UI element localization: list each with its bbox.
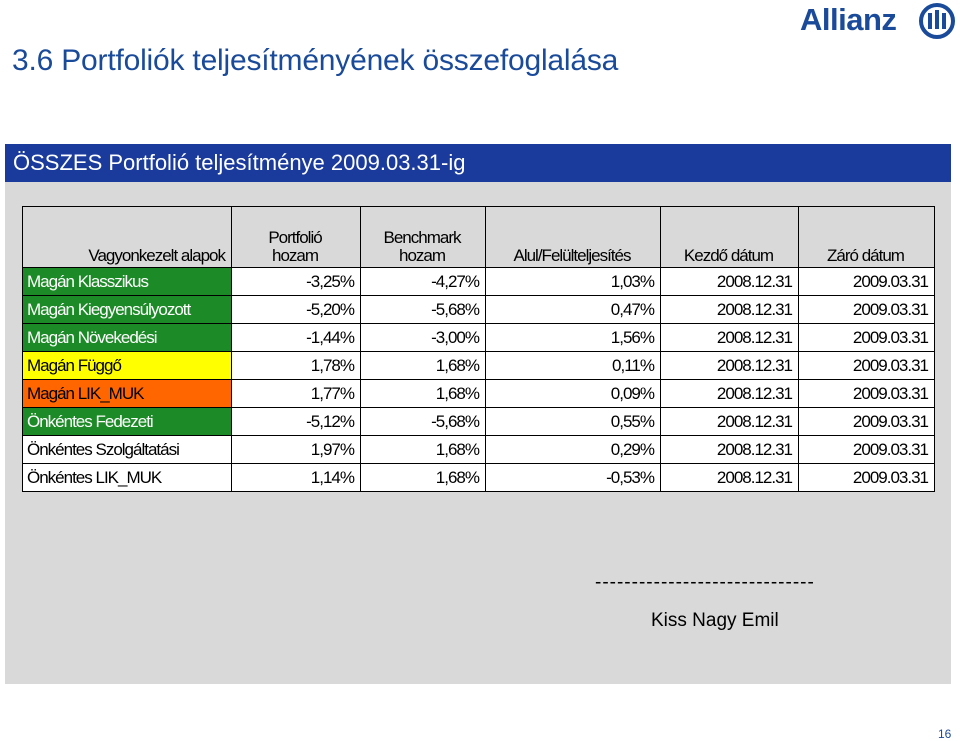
table-row [23,436,935,464]
signature-line: ------------------------------ [595,572,815,593]
performance-table [22,206,935,492]
section-banner: ÖSSZES Portfolió teljesítménye 2009.03.31-ig [5,144,951,182]
cell-start: 2008.12.31 [661,380,799,408]
header-portfolio-line1: Portfolió [268,228,322,247]
header-perf: Alul/Felülteljesítés [486,207,661,268]
cell-portfolio: -5,20% [232,296,361,324]
cell-benchmark: -5,68% [361,296,486,324]
header-fund: Vagyonkezelt alapok [23,207,232,268]
logo-wordmark: Allianz [800,2,897,37]
table-row [23,352,935,380]
cell-portfolio: -5,12% [232,408,361,436]
cell-benchmark: -3,00% [361,324,486,352]
cell-start: 2008.12.31 [661,408,799,436]
cell-perf: 1,56% [486,324,661,352]
header-benchmark [361,207,486,268]
table-row [23,464,935,492]
table-row [23,380,935,408]
cell-start: 2008.12.31 [661,296,799,324]
cell-perf: 0,47% [486,296,661,324]
signer-name: Kiss Nagy Emil [651,610,779,631]
header-benchmark-line1: Benchmark [383,228,461,247]
table-row [23,408,935,436]
content-panel [5,144,951,684]
cell-end: 2009.03.31 [799,464,935,492]
cell-portfolio: 1,77% [232,380,361,408]
cell-portfolio: 1,14% [232,464,361,492]
header-portfolio [232,207,361,268]
cell-end: 2009.03.31 [799,296,935,324]
cell-benchmark: -4,27% [361,268,486,296]
cell-perf: 0,09% [486,380,661,408]
header-end: Záró dátum [799,207,935,268]
cell-end: 2009.03.31 [799,268,935,296]
cell-name: Magán Függő [23,352,232,380]
cell-start: 2008.12.31 [661,464,799,492]
cell-name: Magán Kiegyensúlyozott [23,296,232,324]
cell-start: 2008.12.31 [661,352,799,380]
cell-benchmark: 1,68% [361,380,486,408]
cell-name: Önkéntes LIK_MUK [23,464,232,492]
cell-perf: 0,55% [486,408,661,436]
slide-title: 3.6 Portfoliók teljesítményének összefoglalása [12,44,619,77]
table-row [23,268,935,296]
cell-end: 2009.03.31 [799,436,935,464]
cell-perf: 1,03% [486,268,661,296]
cell-name: Önkéntes Fedezeti [23,408,232,436]
cell-end: 2009.03.31 [799,408,935,436]
cell-portfolio: 1,78% [232,352,361,380]
cell-name: Önkéntes Szolgáltatási [23,436,232,464]
cell-benchmark: 1,68% [361,352,486,380]
cell-portfolio: -1,44% [232,324,361,352]
header-benchmark-line2: hozam [398,246,446,265]
cell-end: 2009.03.31 [799,352,935,380]
table-header-row [23,207,935,268]
allianz-eagle-icon [918,2,956,40]
cell-benchmark: -5,68% [361,408,486,436]
cell-start: 2008.12.31 [661,436,799,464]
cell-perf: -0,53% [486,464,661,492]
table-row [23,324,935,352]
cell-perf: 0,11% [486,352,661,380]
cell-benchmark: 1,68% [361,436,486,464]
cell-start: 2008.12.31 [661,324,799,352]
cell-end: 2009.03.31 [799,324,935,352]
table-row [23,296,935,324]
cell-end: 2009.03.31 [799,380,935,408]
cell-benchmark: 1,68% [361,464,486,492]
header-start: Kezdő dátum [661,207,799,268]
cell-name: Magán Növekedési [23,324,232,352]
cell-perf: 0,29% [486,436,661,464]
allianz-logo [800,0,960,44]
cell-portfolio: 1,97% [232,436,361,464]
cell-start: 2008.12.31 [661,268,799,296]
header-portfolio-line2: hozam [271,246,319,265]
page-number: 16 [938,727,952,741]
cell-name: Magán Klasszikus [23,268,232,296]
cell-portfolio: -3,25% [232,268,361,296]
cell-name: Magán LIK_MUK [23,380,232,408]
